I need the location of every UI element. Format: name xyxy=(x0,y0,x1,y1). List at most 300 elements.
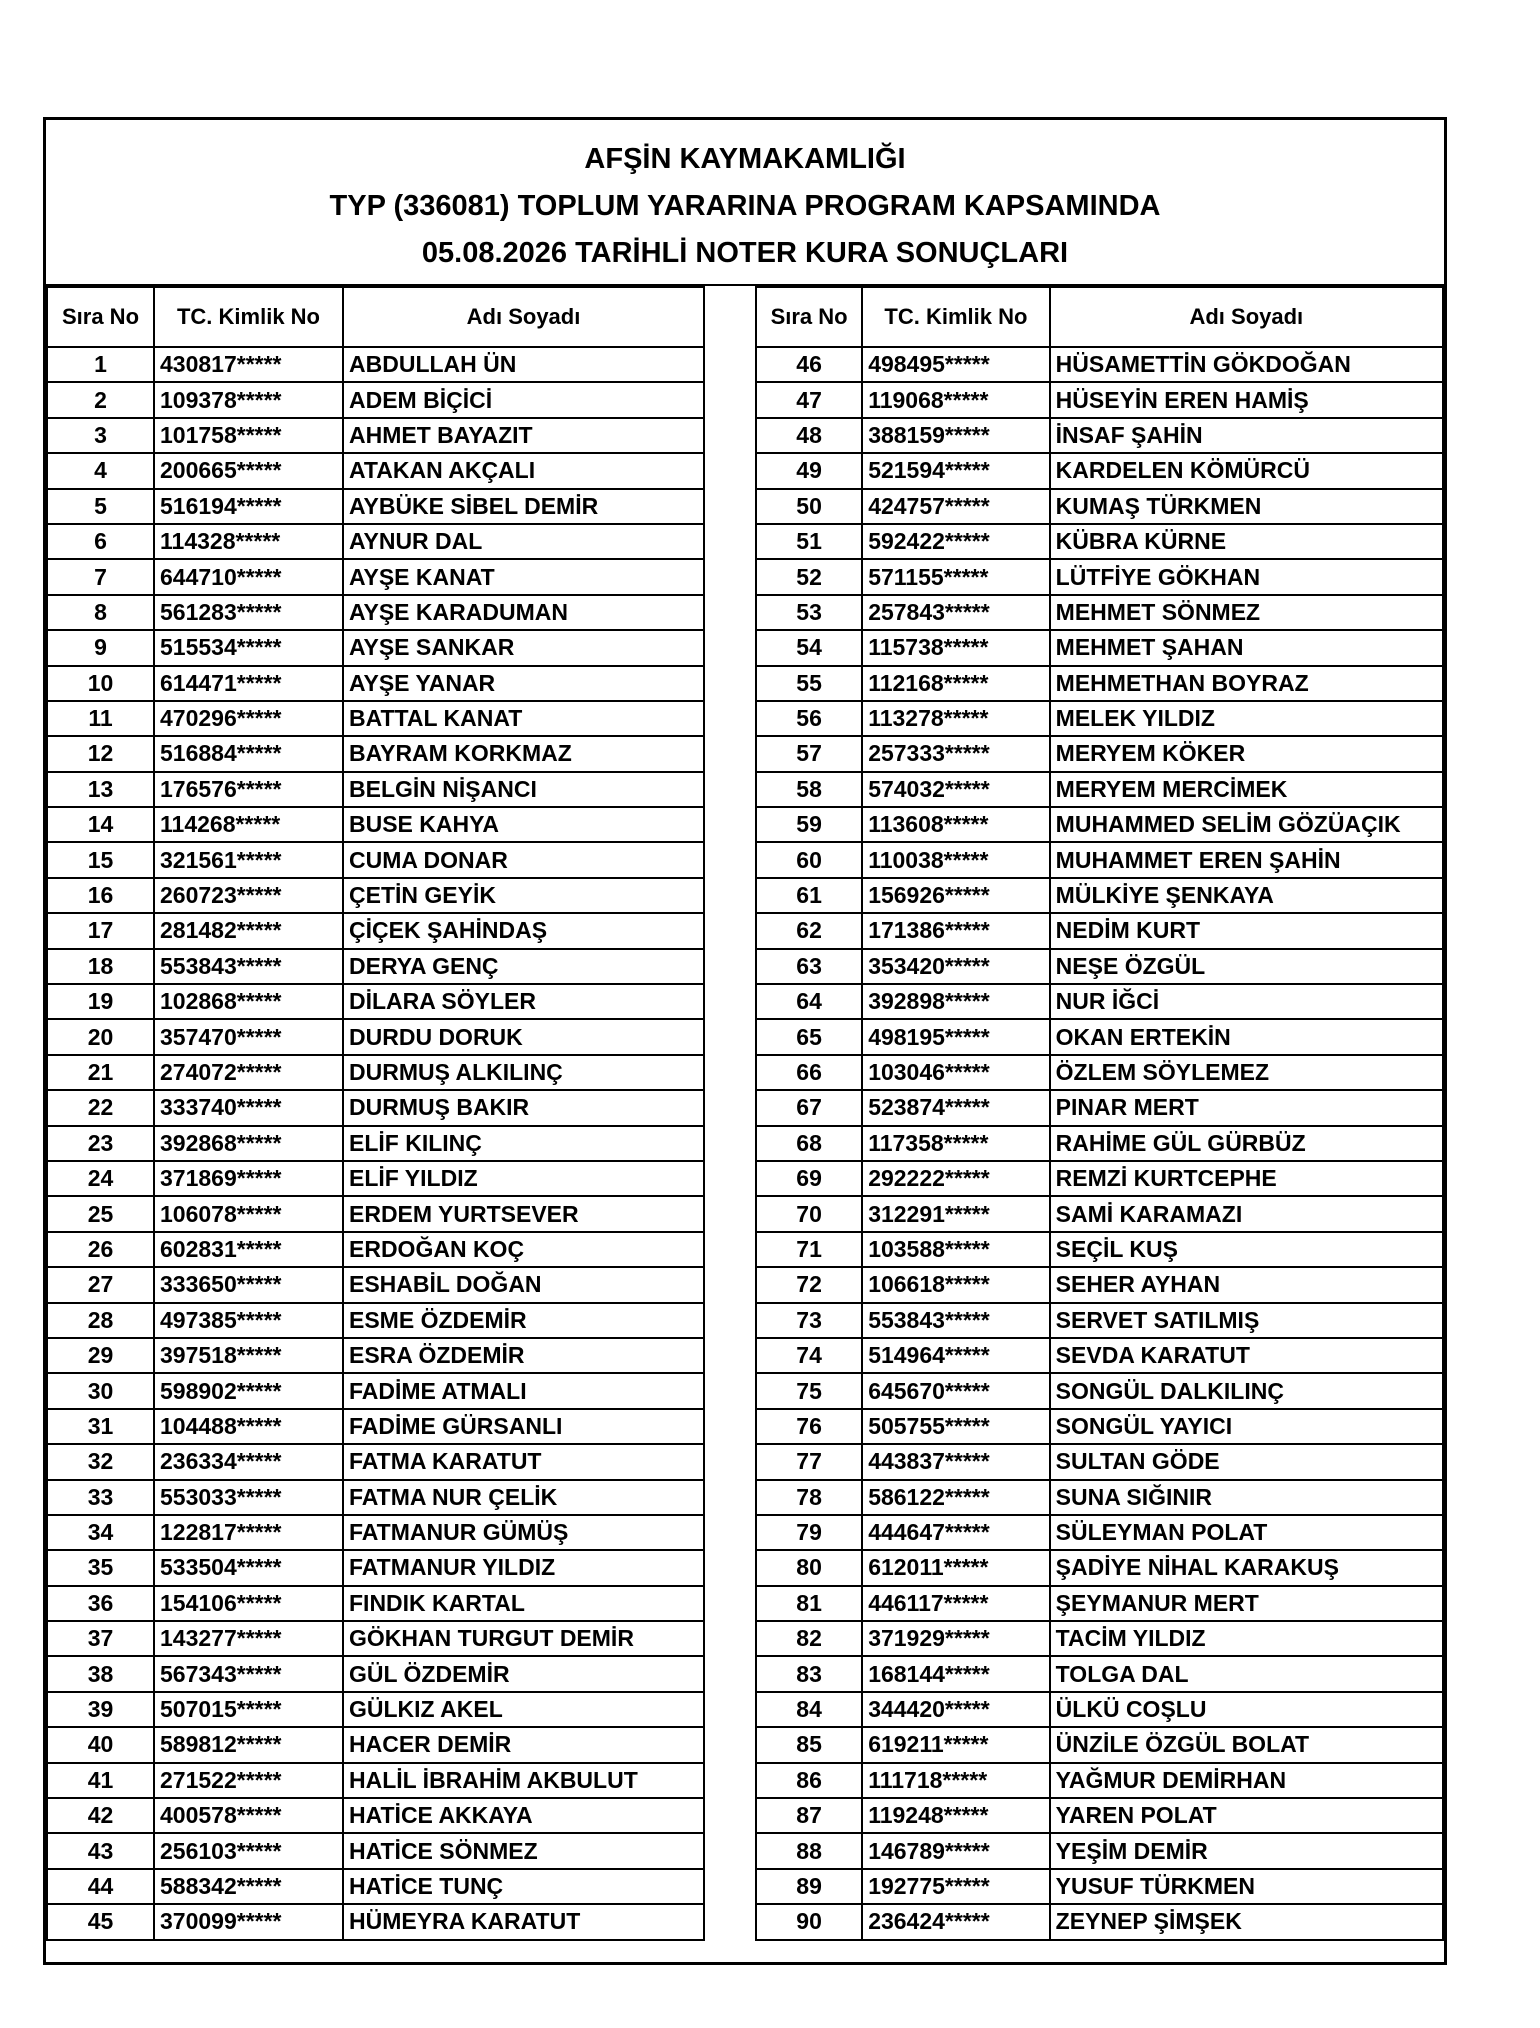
table-row xyxy=(47,453,704,488)
cell-name: DURMUŞ BAKIR xyxy=(343,1090,704,1125)
cell-tc-kimlik: 260723***** xyxy=(154,878,343,913)
cell-sira-no: 84 xyxy=(756,1692,862,1727)
cell-sira-no: 13 xyxy=(47,772,154,807)
table-row xyxy=(47,1444,704,1479)
cell-name: İNSAF ŞAHİN xyxy=(1050,418,1443,453)
cell-name: ABDULLAH ÜN xyxy=(343,347,704,382)
table-row xyxy=(47,1763,704,1798)
cell-sira-no: 67 xyxy=(756,1090,862,1125)
cell-tc-kimlik: 521594***** xyxy=(862,453,1049,488)
cell-sira-no: 10 xyxy=(47,666,154,701)
cell-sira-no: 61 xyxy=(756,878,862,913)
cell-sira-no: 12 xyxy=(47,736,154,771)
table-row xyxy=(756,1126,1443,1161)
cell-name: FADİME ATMALI xyxy=(343,1373,704,1408)
cell-tc-kimlik: 113278***** xyxy=(862,701,1049,736)
cell-name: AYŞE KANAT xyxy=(343,559,704,594)
cell-tc-kimlik: 516194***** xyxy=(154,489,343,524)
cell-tc-kimlik: 292222***** xyxy=(862,1161,1049,1196)
table-row xyxy=(756,1444,1443,1479)
cell-name: AHMET BAYAZIT xyxy=(343,418,704,453)
cell-sira-no: 56 xyxy=(756,701,862,736)
cell-sira-no: 3 xyxy=(47,418,154,453)
cell-name: HÜSAMETTİN GÖKDOĞAN xyxy=(1050,347,1443,382)
cell-tc-kimlik: 523874***** xyxy=(862,1090,1049,1125)
table-row xyxy=(756,1480,1443,1515)
table-row xyxy=(756,1055,1443,1090)
table-row xyxy=(47,1126,704,1161)
cell-name: AYBÜKE SİBEL DEMİR xyxy=(343,489,704,524)
cell-tc-kimlik: 200665***** xyxy=(154,453,343,488)
cell-tc-kimlik: 344420***** xyxy=(862,1692,1049,1727)
cell-sira-no: 53 xyxy=(756,595,862,630)
cell-name: BUSE KAHYA xyxy=(343,807,704,842)
table-row xyxy=(756,1338,1443,1373)
cell-tc-kimlik: 444647***** xyxy=(862,1515,1049,1550)
cell-name: ERDOĞAN KOÇ xyxy=(343,1232,704,1267)
table-row xyxy=(47,772,704,807)
cell-name: NEDİM KURT xyxy=(1050,913,1443,948)
cell-tc-kimlik: 333740***** xyxy=(154,1090,343,1125)
cell-tc-kimlik: 644710***** xyxy=(154,559,343,594)
table-row xyxy=(756,1869,1443,1904)
cell-name: HATİCE AKKAYA xyxy=(343,1798,704,1833)
results-document xyxy=(43,117,1447,1965)
cell-sira-no: 17 xyxy=(47,913,154,948)
table-row xyxy=(47,984,704,1019)
cell-name: SEVDA KARATUT xyxy=(1050,1338,1443,1373)
results-table-right xyxy=(755,286,1444,1941)
cell-sira-no: 45 xyxy=(47,1904,154,1939)
header-title: AFŞİN KAYMAKAMLIĞI xyxy=(584,143,906,175)
cell-tc-kimlik: 114328***** xyxy=(154,524,343,559)
cell-tc-kimlik: 561283***** xyxy=(154,595,343,630)
table-row xyxy=(756,1515,1443,1550)
cell-sira-no: 62 xyxy=(756,913,862,948)
cell-name: NEŞE ÖZGÜL xyxy=(1050,949,1443,984)
table-row xyxy=(47,1019,704,1054)
cell-tc-kimlik: 470296***** xyxy=(154,701,343,736)
cell-name: FATMA KARATUT xyxy=(343,1444,704,1479)
col-header-tc: TC. Kimlik No xyxy=(862,287,1049,347)
cell-sira-no: 38 xyxy=(47,1656,154,1691)
cell-sira-no: 8 xyxy=(47,595,154,630)
cell-tc-kimlik: 370099***** xyxy=(154,1904,343,1939)
cell-sira-no: 18 xyxy=(47,949,154,984)
table-row xyxy=(756,1196,1443,1231)
table-row xyxy=(756,1090,1443,1125)
cell-name: SERVET SATILMIŞ xyxy=(1050,1303,1443,1338)
cell-sira-no: 5 xyxy=(47,489,154,524)
col-header-sira: Sıra No xyxy=(47,287,154,347)
table-row xyxy=(47,489,704,524)
cell-sira-no: 54 xyxy=(756,630,862,665)
cell-tc-kimlik: 443837***** xyxy=(862,1444,1049,1479)
cell-name: YEŞİM DEMİR xyxy=(1050,1833,1443,1868)
table-row xyxy=(47,1090,704,1125)
cell-name: FATMANUR YILDIZ xyxy=(343,1550,704,1585)
table-row xyxy=(47,347,704,382)
cell-name: NUR İĞCİ xyxy=(1050,984,1443,1019)
table-row xyxy=(47,1303,704,1338)
cell-sira-no: 71 xyxy=(756,1232,862,1267)
cell-sira-no: 34 xyxy=(47,1515,154,1550)
table-row xyxy=(47,1692,704,1727)
cell-tc-kimlik: 236424***** xyxy=(862,1904,1049,1939)
table-row xyxy=(47,1409,704,1444)
table-row xyxy=(756,1019,1443,1054)
cell-sira-no: 68 xyxy=(756,1126,862,1161)
cell-sira-no: 46 xyxy=(756,347,862,382)
cell-sira-no: 65 xyxy=(756,1019,862,1054)
cell-name: YAĞMUR DEMİRHAN xyxy=(1050,1763,1443,1798)
table-row xyxy=(756,913,1443,948)
cell-name: DURDU DORUK xyxy=(343,1019,704,1054)
cell-tc-kimlik: 424757***** xyxy=(862,489,1049,524)
cell-tc-kimlik: 146789***** xyxy=(862,1833,1049,1868)
table-row xyxy=(756,347,1443,382)
cell-tc-kimlik: 112168***** xyxy=(862,666,1049,701)
cell-name: MUHAMMET EREN ŞAHİN xyxy=(1050,842,1443,877)
cell-tc-kimlik: 103046***** xyxy=(862,1055,1049,1090)
table-row xyxy=(756,1161,1443,1196)
table-row xyxy=(47,1373,704,1408)
cell-name: SONGÜL DALKILINÇ xyxy=(1050,1373,1443,1408)
cell-sira-no: 39 xyxy=(47,1692,154,1727)
cell-tc-kimlik: 612011***** xyxy=(862,1550,1049,1585)
table-row xyxy=(756,1267,1443,1302)
cell-sira-no: 63 xyxy=(756,949,862,984)
cell-name: ŞADİYE NİHAL KARAKUŞ xyxy=(1050,1550,1443,1585)
cell-name: GÜL ÖZDEMİR xyxy=(343,1656,704,1691)
cell-sira-no: 50 xyxy=(756,489,862,524)
table-body-left xyxy=(47,347,704,1940)
cell-sira-no: 7 xyxy=(47,559,154,594)
cell-tc-kimlik: 497385***** xyxy=(154,1303,343,1338)
results-table-left xyxy=(46,286,705,1941)
cell-sira-no: 25 xyxy=(47,1196,154,1231)
cell-sira-no: 58 xyxy=(756,772,862,807)
table-row xyxy=(47,878,704,913)
cell-tc-kimlik: 171386***** xyxy=(862,913,1049,948)
table-row xyxy=(47,382,704,417)
table-header-row xyxy=(47,287,704,347)
table-row xyxy=(756,1621,1443,1656)
table-row xyxy=(47,595,704,630)
cell-tc-kimlik: 333650***** xyxy=(154,1267,343,1302)
cell-tc-kimlik: 430817***** xyxy=(154,347,343,382)
cell-tc-kimlik: 143277***** xyxy=(154,1621,343,1656)
cell-name: ELİF KILINÇ xyxy=(343,1126,704,1161)
cell-tc-kimlik: 106618***** xyxy=(862,1267,1049,1302)
cell-sira-no: 66 xyxy=(756,1055,862,1090)
col-header-sira: Sıra No xyxy=(756,287,862,347)
cell-name: KUMAŞ TÜRKMEN xyxy=(1050,489,1443,524)
cell-tc-kimlik: 515534***** xyxy=(154,630,343,665)
cell-name: MELEK YILDIZ xyxy=(1050,701,1443,736)
table-row xyxy=(756,1798,1443,1833)
cell-sira-no: 55 xyxy=(756,666,862,701)
cell-tc-kimlik: 271522***** xyxy=(154,1763,343,1798)
cell-sira-no: 51 xyxy=(756,524,862,559)
document-header xyxy=(46,120,1444,286)
table-row xyxy=(756,842,1443,877)
cell-tc-kimlik: 114268***** xyxy=(154,807,343,842)
header-subtitle: TYP (336081) TOPLUM YARARINA PROGRAM KAPSAMINDA xyxy=(329,190,1161,222)
cell-name: AYŞE KARADUMAN xyxy=(343,595,704,630)
cell-tc-kimlik: 614471***** xyxy=(154,666,343,701)
cell-tc-kimlik: 592422***** xyxy=(862,524,1049,559)
cell-sira-no: 43 xyxy=(47,1833,154,1868)
cell-sira-no: 4 xyxy=(47,453,154,488)
cell-tc-kimlik: 110038***** xyxy=(862,842,1049,877)
cell-name: FADİME GÜRSANLI xyxy=(343,1409,704,1444)
table-row xyxy=(47,1267,704,1302)
cell-tc-kimlik: 119248***** xyxy=(862,1798,1049,1833)
cell-name: SULTAN GÖDE xyxy=(1050,1444,1443,1479)
cell-name: GÜLKIZ AKEL xyxy=(343,1692,704,1727)
cell-name: ERDEM YURTSEVER xyxy=(343,1196,704,1231)
cell-sira-no: 29 xyxy=(47,1338,154,1373)
table-row xyxy=(47,1656,704,1691)
cell-sira-no: 41 xyxy=(47,1763,154,1798)
cell-name: OKAN ERTEKİN xyxy=(1050,1019,1443,1054)
cell-name: SEÇİL KUŞ xyxy=(1050,1232,1443,1267)
cell-name: PINAR MERT xyxy=(1050,1090,1443,1125)
cell-sira-no: 24 xyxy=(47,1161,154,1196)
cell-sira-no: 74 xyxy=(756,1338,862,1373)
cell-sira-no: 35 xyxy=(47,1550,154,1585)
cell-sira-no: 31 xyxy=(47,1409,154,1444)
cell-name: ESHABİL DOĞAN xyxy=(343,1267,704,1302)
table-row xyxy=(47,630,704,665)
cell-tc-kimlik: 119068***** xyxy=(862,382,1049,417)
table-row xyxy=(756,1409,1443,1444)
table-row xyxy=(47,1621,704,1656)
cell-tc-kimlik: 588342***** xyxy=(154,1869,343,1904)
cell-tc-kimlik: 371869***** xyxy=(154,1161,343,1196)
table-row xyxy=(47,1869,704,1904)
table-row xyxy=(756,666,1443,701)
table-row xyxy=(47,842,704,877)
cell-name: FINDIK KARTAL xyxy=(343,1586,704,1621)
table-row xyxy=(47,1904,704,1939)
cell-tc-kimlik: 446117***** xyxy=(862,1586,1049,1621)
cell-name: SONGÜL YAYICI xyxy=(1050,1409,1443,1444)
cell-name: MEHMET SÖNMEZ xyxy=(1050,595,1443,630)
table-row xyxy=(756,701,1443,736)
table-row xyxy=(756,489,1443,524)
cell-sira-no: 14 xyxy=(47,807,154,842)
cell-tc-kimlik: 102868***** xyxy=(154,984,343,1019)
cell-name: YUSUF TÜRKMEN xyxy=(1050,1869,1443,1904)
cell-name: ADEM BİÇİCİ xyxy=(343,382,704,417)
table-row xyxy=(47,1550,704,1585)
table-row xyxy=(756,736,1443,771)
table-row xyxy=(47,1055,704,1090)
cell-sira-no: 20 xyxy=(47,1019,154,1054)
cell-tc-kimlik: 115738***** xyxy=(862,630,1049,665)
cell-name: DİLARA SÖYLER xyxy=(343,984,704,1019)
cell-name: FATMA NUR ÇELİK xyxy=(343,1480,704,1515)
cell-tc-kimlik: 498495***** xyxy=(862,347,1049,382)
cell-tc-kimlik: 400578***** xyxy=(154,1798,343,1833)
cell-sira-no: 21 xyxy=(47,1055,154,1090)
cell-sira-no: 80 xyxy=(756,1550,862,1585)
cell-tc-kimlik: 392868***** xyxy=(154,1126,343,1161)
cell-tc-kimlik: 553843***** xyxy=(154,949,343,984)
table-row xyxy=(756,984,1443,1019)
cell-tc-kimlik: 514964***** xyxy=(862,1338,1049,1373)
cell-sira-no: 26 xyxy=(47,1232,154,1267)
cell-tc-kimlik: 168144***** xyxy=(862,1656,1049,1691)
cell-tc-kimlik: 281482***** xyxy=(154,913,343,948)
cell-name: BAYRAM KORKMAZ xyxy=(343,736,704,771)
cell-name: GÖKHAN TURGUT DEMİR xyxy=(343,1621,704,1656)
cell-tc-kimlik: 104488***** xyxy=(154,1409,343,1444)
cell-tc-kimlik: 111718***** xyxy=(862,1763,1049,1798)
cell-tc-kimlik: 571155***** xyxy=(862,559,1049,594)
cell-sira-no: 49 xyxy=(756,453,862,488)
cell-sira-no: 60 xyxy=(756,842,862,877)
cell-sira-no: 57 xyxy=(756,736,862,771)
cell-sira-no: 40 xyxy=(47,1727,154,1762)
cell-sira-no: 87 xyxy=(756,1798,862,1833)
cell-sira-no: 19 xyxy=(47,984,154,1019)
cell-tc-kimlik: 101758***** xyxy=(154,418,343,453)
cell-sira-no: 85 xyxy=(756,1727,862,1762)
cell-tc-kimlik: 388159***** xyxy=(862,418,1049,453)
cell-tc-kimlik: 106078***** xyxy=(154,1196,343,1231)
table-row xyxy=(756,1303,1443,1338)
cell-name: ÜNZİLE ÖZGÜL BOLAT xyxy=(1050,1727,1443,1762)
cell-sira-no: 48 xyxy=(756,418,862,453)
cell-sira-no: 42 xyxy=(47,1798,154,1833)
cell-tc-kimlik: 392898***** xyxy=(862,984,1049,1019)
col-header-name: Adı Soyadı xyxy=(1050,287,1443,347)
cell-sira-no: 77 xyxy=(756,1444,862,1479)
table-row xyxy=(47,736,704,771)
cell-sira-no: 30 xyxy=(47,1373,154,1408)
cell-tc-kimlik: 589812***** xyxy=(154,1727,343,1762)
cell-sira-no: 69 xyxy=(756,1161,862,1196)
cell-sira-no: 22 xyxy=(47,1090,154,1125)
cell-tc-kimlik: 103588***** xyxy=(862,1232,1049,1267)
cell-tc-kimlik: 117358***** xyxy=(862,1126,1049,1161)
cell-tc-kimlik: 505755***** xyxy=(862,1409,1049,1444)
table-row xyxy=(756,559,1443,594)
cell-sira-no: 11 xyxy=(47,701,154,736)
cell-tc-kimlik: 312291***** xyxy=(862,1196,1049,1231)
cell-name: YAREN POLAT xyxy=(1050,1798,1443,1833)
cell-sira-no: 86 xyxy=(756,1763,862,1798)
table-row xyxy=(756,1727,1443,1762)
table-row xyxy=(47,1798,704,1833)
cell-name: MUHAMMED SELİM GÖZÜAÇIK xyxy=(1050,807,1443,842)
table-row xyxy=(47,701,704,736)
cell-sira-no: 59 xyxy=(756,807,862,842)
cell-name: KARDELEN KÖMÜRCÜ xyxy=(1050,453,1443,488)
table-row xyxy=(756,878,1443,913)
cell-tc-kimlik: 109378***** xyxy=(154,382,343,417)
table-row xyxy=(756,1656,1443,1691)
cell-name: ÜLKÜ COŞLU xyxy=(1050,1692,1443,1727)
cell-name: ÇETİN GEYİK xyxy=(343,878,704,913)
cell-tc-kimlik: 516884***** xyxy=(154,736,343,771)
cell-sira-no: 15 xyxy=(47,842,154,877)
cell-sira-no: 23 xyxy=(47,1126,154,1161)
table-row xyxy=(756,595,1443,630)
cell-sira-no: 78 xyxy=(756,1480,862,1515)
cell-name: TACİM YILDIZ xyxy=(1050,1621,1443,1656)
col-header-tc: TC. Kimlik No xyxy=(154,287,343,347)
table-row xyxy=(756,807,1443,842)
cell-tc-kimlik: 257333***** xyxy=(862,736,1049,771)
table-row xyxy=(47,1727,704,1762)
cell-tc-kimlik: 498195***** xyxy=(862,1019,1049,1054)
cell-name: MEHMETHAN BOYRAZ xyxy=(1050,666,1443,701)
cell-name: ŞEYMANUR MERT xyxy=(1050,1586,1443,1621)
cell-sira-no: 64 xyxy=(756,984,862,1019)
cell-name: SAMİ KARAMAZI xyxy=(1050,1196,1443,1231)
cell-name: MEHMET ŞAHAN xyxy=(1050,630,1443,665)
table-row xyxy=(47,559,704,594)
cell-tc-kimlik: 397518***** xyxy=(154,1338,343,1373)
cell-name: SEHER AYHAN xyxy=(1050,1267,1443,1302)
cell-sira-no: 2 xyxy=(47,382,154,417)
table-row xyxy=(756,524,1443,559)
table-row xyxy=(756,949,1443,984)
cell-sira-no: 88 xyxy=(756,1833,862,1868)
table-row xyxy=(756,1586,1443,1621)
cell-name: HÜMEYRA KARATUT xyxy=(343,1904,704,1939)
table-row xyxy=(47,913,704,948)
cell-tc-kimlik: 586122***** xyxy=(862,1480,1049,1515)
table-row xyxy=(47,1480,704,1515)
cell-name: ZEYNEP ŞİMŞEK xyxy=(1050,1904,1443,1939)
cell-name: BATTAL KANAT xyxy=(343,701,704,736)
table-row xyxy=(47,1515,704,1550)
cell-name: TOLGA DAL xyxy=(1050,1656,1443,1691)
cell-tc-kimlik: 236334***** xyxy=(154,1444,343,1479)
cell-tc-kimlik: 574032***** xyxy=(862,772,1049,807)
table-row xyxy=(47,949,704,984)
cell-sira-no: 1 xyxy=(47,347,154,382)
table-row xyxy=(756,1232,1443,1267)
cell-tc-kimlik: 257843***** xyxy=(862,595,1049,630)
cell-tc-kimlik: 353420***** xyxy=(862,949,1049,984)
table-row xyxy=(756,1904,1443,1939)
cell-sira-no: 82 xyxy=(756,1621,862,1656)
table-row xyxy=(756,1550,1443,1585)
table-row xyxy=(756,1692,1443,1727)
cell-sira-no: 81 xyxy=(756,1586,862,1621)
table-row xyxy=(756,1763,1443,1798)
cell-sira-no: 44 xyxy=(47,1869,154,1904)
cell-name: BELGİN NİŞANCI xyxy=(343,772,704,807)
cell-tc-kimlik: 553843***** xyxy=(862,1303,1049,1338)
cell-name: ÇİÇEK ŞAHİNDAŞ xyxy=(343,913,704,948)
cell-tc-kimlik: 567343***** xyxy=(154,1656,343,1691)
cell-sira-no: 6 xyxy=(47,524,154,559)
table-row xyxy=(756,1373,1443,1408)
cell-sira-no: 28 xyxy=(47,1303,154,1338)
cell-name: SUNA SIĞINIR xyxy=(1050,1480,1443,1515)
table-row xyxy=(47,524,704,559)
cell-tc-kimlik: 507015***** xyxy=(154,1692,343,1727)
cell-name: REMZİ KURTCEPHE xyxy=(1050,1161,1443,1196)
cell-name: AYNUR DAL xyxy=(343,524,704,559)
